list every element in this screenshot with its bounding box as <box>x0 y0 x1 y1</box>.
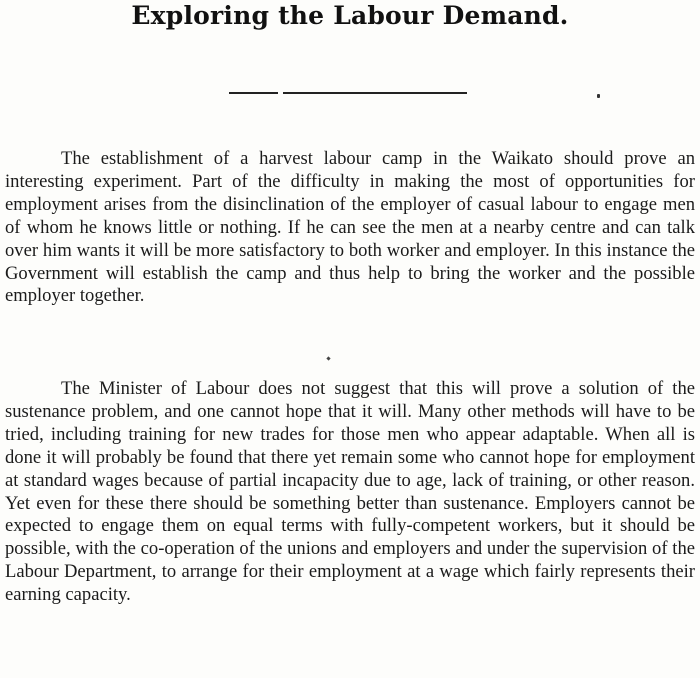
headline: Exploring the Labour Demand. <box>131 1 569 30</box>
paragraph-minister-of-labour: The Minister of Labour does not suggest that this will prove a solution of the sustenance problem, and one cannot hope that it will. Many other methods will have to be tried, including training for new trades for those men who appear adaptable. When all is done it will probably be found that there yet remain some who cannot hope for employment at standard wages because of partial incapacity due to age, lack of training, or other reason. Yet even for these there should be something better than sustenance. Employers cannot be expected to engage them on equal terms with fully-competent workers, but it should be possible, with the co-operation of the unions and employers and under the supervision of the Labour Department, to arrange for their employment at a wage which fairly represents their earning capacity. <box>5 378 695 606</box>
print-speck <box>597 94 600 98</box>
print-speck-mid <box>326 356 330 360</box>
paragraph-harvest-camp: The establishment of a harvest labour camp in the Waikato should prove an interesting experiment. Part of the difficulty in making the most of opportunities for employment arises from the disinclination of the employer of casual labour to engage men of whom he knows little or nothing. If he can see the men at a nearby centre and can talk over him wants it will be more satisfactory to both worker and employer. In this instance the Government will establish the camp and thus help to bring the worker and the possible employer together. <box>5 148 695 307</box>
headline-divider-right <box>283 92 467 94</box>
headline-divider-left <box>229 92 278 94</box>
